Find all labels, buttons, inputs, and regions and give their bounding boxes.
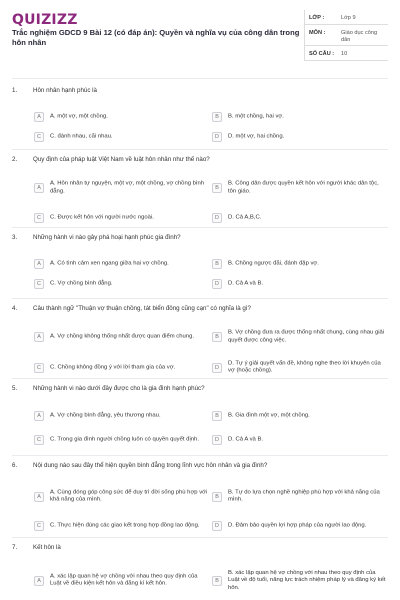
answer-option-d[interactable] xyxy=(212,209,384,226)
answer-option-b[interactable] xyxy=(212,255,384,272)
option-text: D. Tự ý giải quyết vấn đề, không nghe theo lời khuyên của vợ (hoặc chồng). xyxy=(228,360,381,374)
page-title: Trắc nghiệm GDCD 9 Bài 12 (có đáp án): Quyền và nghĩa vụ của công dân trong hôn nhân xyxy=(12,28,300,47)
meta-row-subject xyxy=(305,25,388,46)
option-text: D. Cả A và B. xyxy=(228,435,264,442)
meta-row-count xyxy=(305,46,388,61)
answer-option-b[interactable] xyxy=(212,178,384,198)
meta-value: Lớp 9 xyxy=(341,15,356,21)
answer-option-d[interactable] xyxy=(212,128,384,145)
answer-option-c[interactable] xyxy=(34,128,206,145)
question-divider xyxy=(12,298,388,299)
option-text: D. Cả A,B,C. xyxy=(228,213,262,220)
meta-table xyxy=(304,10,388,61)
option-letter-box: A xyxy=(34,576,44,586)
option-letter-box: B xyxy=(212,112,222,122)
answer-option-a[interactable] xyxy=(34,569,206,592)
option-text: A. Vợ chồng không thống nhất được quan điểm chung. xyxy=(50,333,194,340)
question-number: 1. xyxy=(12,87,18,94)
option-letter-box: D xyxy=(212,279,222,289)
answer-option-a[interactable] xyxy=(34,407,206,424)
question-number: 6. xyxy=(12,462,18,469)
option-letter-box: D xyxy=(212,521,222,531)
answer-option-c[interactable] xyxy=(34,429,206,450)
answer-option-d[interactable] xyxy=(212,429,384,450)
option-text: D. Cả A và B. xyxy=(228,279,264,286)
question-number: 7. xyxy=(12,544,18,551)
option-letter-box: A xyxy=(34,259,44,269)
answer-option-a[interactable] xyxy=(34,327,206,347)
answer-option-a[interactable] xyxy=(34,108,206,125)
answer-option-b[interactable] xyxy=(212,569,384,592)
option-text: B. Công dân được quyền kết hôn với người khác dân tộc, tôn giáo. xyxy=(228,180,379,194)
option-letter-box: B xyxy=(212,259,222,269)
option-letter-box: D xyxy=(212,435,222,445)
option-letter-box: C xyxy=(34,521,44,531)
option-text: A. Hôn nhân tự nguyện, một vợ, một chồng, vợ chồng bình đẳng. xyxy=(50,180,205,194)
option-text: C. đánh nhau, cãi nhau. xyxy=(50,132,113,139)
answer-option-c[interactable] xyxy=(34,209,206,226)
question-number: 3. xyxy=(12,234,18,241)
option-text: C. Được kết hôn với người nước ngoài. xyxy=(50,213,154,220)
option-text: A. xác lập quan hệ vợ chồng với nhau theo quy định của Luật về điều kiện kết hôn và đăng kí kết hôn. xyxy=(50,573,198,587)
answer-option-a[interactable] xyxy=(34,486,206,507)
question-text: Hôn nhân hạnh phúc là xyxy=(33,87,97,94)
option-text: C. Chồng không đồng ý với lời tham gia của vợ. xyxy=(50,363,176,370)
option-letter-box: A xyxy=(34,492,44,502)
option-letter-box: A xyxy=(34,332,44,342)
answer-option-b[interactable] xyxy=(212,407,384,424)
option-text: A. một vợ, một chồng. xyxy=(50,112,108,119)
option-text: A. Vợ chồng bình đẳng, yêu thương nhau. xyxy=(50,411,161,418)
question-text: Những hành vi nào dưới đây được cho là gia đình hạnh phúc? xyxy=(33,385,205,392)
option-text: B. Vợ chồng đưa ra được thống nhất chung, cùng nhau giải quyết được công việc. xyxy=(228,329,385,343)
question-number: 2. xyxy=(12,156,18,163)
question-divider xyxy=(12,537,388,538)
meta-value: Giáo dục công dân xyxy=(341,30,378,43)
option-text: B. xác lập quan hệ vợ chồng với nhau theo quy định của Luật về độ tuổi, năng lực trách nhiệm pháp lý và đăng ký kết hôn. xyxy=(228,569,386,591)
question-text: Câu thành ngữ "Thuận vợ thuận chồng, tát biển đông cũng cạn" có nghĩa là gì? xyxy=(33,305,251,312)
option-letter-box: C xyxy=(34,132,44,142)
option-letter-box: B xyxy=(212,183,222,193)
meta-row-class xyxy=(305,10,388,25)
option-text: C. Vợ chồng bình đẳng. xyxy=(50,279,113,286)
answer-option-d[interactable] xyxy=(212,358,384,377)
option-letter-box: B xyxy=(212,576,222,586)
meta-value: 10 xyxy=(341,51,348,57)
question-divider xyxy=(12,149,388,150)
meta-label: MÔN : xyxy=(309,30,326,36)
question-divider xyxy=(12,227,388,228)
option-text: C. Thực hiện đúng các giao kết trong hợp đồng lao động. xyxy=(50,521,200,528)
answer-option-b[interactable] xyxy=(212,486,384,507)
answer-option-c[interactable] xyxy=(34,515,206,536)
option-letter-box: A xyxy=(34,112,44,122)
answer-option-c[interactable] xyxy=(34,275,206,292)
option-letter-box: B xyxy=(212,492,222,502)
answer-option-b[interactable] xyxy=(212,327,384,347)
option-letter-box: A xyxy=(34,411,44,421)
question-text: Quy định của pháp luật Việt Nam về luật hôn nhân như thế nào? xyxy=(33,156,210,163)
answer-option-a[interactable] xyxy=(34,178,206,198)
option-letter-box: C xyxy=(34,279,44,289)
question-text: Kết hôn là xyxy=(33,544,61,551)
question-divider xyxy=(12,78,388,79)
option-letter-box: D xyxy=(212,213,222,223)
meta-label: LỚP : xyxy=(309,15,325,21)
option-letter-box: B xyxy=(212,411,222,421)
question-divider xyxy=(12,378,388,379)
answer-option-c[interactable] xyxy=(34,358,206,377)
option-text: D. một vợ, hai chồng. xyxy=(228,132,285,139)
option-text: B. Tự do lựa chọn nghề nghiệp phù hợp với khả năng của mình. xyxy=(228,489,380,503)
option-text: A. Có tình cảm xen ngang giữa hai vợ chồng. xyxy=(50,259,169,266)
option-text: B. Chồng ngược đãi, đánh đập vợ. xyxy=(228,259,319,266)
question-divider xyxy=(12,455,388,456)
meta-label: SỐ CÂU : xyxy=(309,51,335,57)
option-letter-box: B xyxy=(212,332,222,342)
option-text: C. Trong gia đình người chồng luôn có quyền quyết định. xyxy=(50,435,199,442)
option-letter-box: D xyxy=(212,132,222,142)
option-letter-box: D xyxy=(212,363,222,373)
option-letter-box: C xyxy=(34,363,44,373)
answer-option-d[interactable] xyxy=(212,515,384,536)
answer-option-b[interactable] xyxy=(212,108,384,125)
option-letter-box: C xyxy=(34,213,44,223)
quizizz-logo: QUIZIZZ xyxy=(12,12,78,28)
option-letter-box: C xyxy=(34,435,44,445)
option-letter-box: A xyxy=(34,183,44,193)
question-text: Nội dung nào sau đây thể hiện quyền bình đẳng trong lĩnh vực hôn nhân và gia đình? xyxy=(33,462,268,469)
answer-option-d[interactable] xyxy=(212,275,384,292)
option-text: B. Gia đình một vợ, một chồng. xyxy=(228,411,310,418)
option-text: A. Cùng đóng góp công sức để duy trì đời sống phù hợp với khả năng của mình. xyxy=(50,489,208,503)
question-number: 5. xyxy=(12,385,18,392)
question-text: Những hành vi nào gây phá hoại hạnh phúc gia đình? xyxy=(33,234,181,241)
option-text: B. một chồng, hai vợ. xyxy=(228,112,284,119)
answer-option-a[interactable] xyxy=(34,255,206,272)
option-text: D. Đảm bảo quyền lợi hợp pháp của người lao động. xyxy=(228,521,367,528)
question-number: 4. xyxy=(12,305,18,312)
